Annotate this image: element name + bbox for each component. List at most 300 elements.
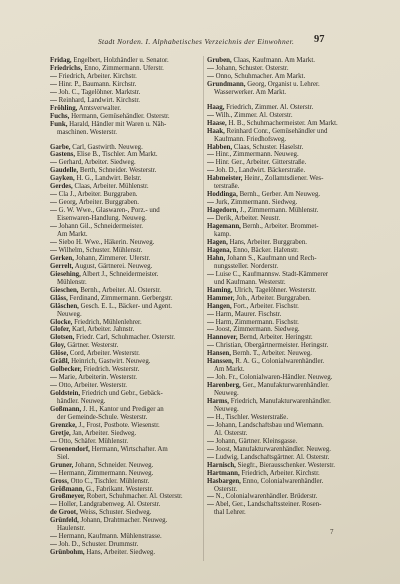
directory-entry (50, 57, 201, 65)
entry-first-line (50, 486, 201, 494)
entry-continuation-line (50, 398, 201, 406)
entry-text: Hermann, Kaufmann. Mühlenstrasse. (58, 533, 162, 541)
entry-text: Gerhard, Arbeiter. Siedweg. (58, 159, 136, 167)
entry-first-line (207, 239, 353, 247)
entry-surname: Grünfeld, (50, 517, 79, 525)
directory-entry (207, 446, 353, 454)
entry-text: Hans, Arbeiter. Siedweg. (86, 549, 156, 557)
directory-entry (50, 81, 201, 89)
entry-surname: — (207, 342, 214, 350)
directory-entry (207, 382, 353, 398)
entry-text: Mühlenstr. (57, 278, 87, 286)
directory-entry (207, 350, 353, 358)
directory-entry (50, 390, 201, 406)
entry-text: Otto, Arbeiter. Westerstr. (58, 382, 128, 390)
entry-first-line (207, 199, 353, 207)
entry-first-line (207, 398, 353, 406)
entry-surname: Gruner, (50, 461, 74, 469)
entry-text: Harm, Maurer. Fischstr. (215, 310, 282, 318)
entry-first-line (207, 191, 353, 199)
directory-entry (207, 295, 353, 303)
entry-first-line (207, 215, 353, 223)
directory-entry (207, 470, 353, 478)
margin-mark: 7 (330, 528, 334, 536)
entry-text: Joh. Fr., Colonialwaren-Händler. Neuweg. (215, 374, 333, 382)
directory-entry (50, 478, 201, 486)
entry-first-line (207, 414, 353, 422)
entry-first-line (50, 73, 201, 81)
entry-text: Enno, Zimmermann. Uferstr. (84, 64, 164, 72)
entry-text: Haulenstr. (57, 525, 86, 533)
directory-entry (207, 73, 353, 81)
directory-entry (207, 223, 353, 239)
entry-text: Engelbert, Holzhändler u. Senator. (73, 57, 169, 64)
entry-first-line (207, 342, 353, 350)
entry-first-line (207, 81, 353, 89)
directory-entry (50, 438, 201, 446)
entry-continuation-line (50, 215, 201, 223)
entry-surname: — (50, 541, 57, 549)
entry-first-line (50, 223, 201, 231)
entry-surname: — (50, 80, 57, 88)
entry-surname: — (50, 199, 57, 207)
directory-entry (207, 438, 353, 446)
entry-group (50, 144, 201, 558)
directory-entry (50, 105, 201, 113)
directory-entry (50, 350, 201, 358)
directory-entry (50, 422, 201, 430)
directory-entry (207, 454, 353, 462)
entry-text: Johann, Landschaftsbau und Wiemann. (215, 421, 324, 429)
entry-surname: — (50, 191, 57, 199)
entry-text: Hinr. P., Baumann. Kirchstr. (58, 80, 137, 88)
entry-surname: — (207, 159, 214, 167)
directory-entry (50, 159, 201, 167)
entry-text: Siegfr., Bierausschenker. Westerstr. (237, 461, 335, 469)
directory-entry (50, 151, 201, 159)
entry-text: Abel, Ger., Landschaftssteiner. Rosen- (215, 501, 322, 509)
entry-text: Bernh. T., Arbeiter. Neuweg. (232, 350, 313, 358)
entry-text: Osterstr. (214, 485, 238, 493)
directory-entry (50, 533, 201, 541)
entry-surname: Gloy, (50, 342, 66, 350)
running-title: Stadt Norden. I. Alphabetisches Verzeichnis der Einwohner. (98, 37, 295, 46)
entry-first-line (50, 549, 201, 557)
directory-entry (207, 175, 353, 191)
entry-text: Gesch. E. L., Bäcker- und Agent. (80, 302, 172, 310)
entry-first-line (207, 247, 353, 255)
entry-first-line (50, 97, 201, 105)
entry-surname: Grundmann, (207, 80, 246, 88)
entry-text: Neuweg. (214, 390, 239, 398)
entry-surname: Gläss, (50, 294, 68, 302)
entry-text: Kaufmann. Friedhofsweg. (214, 135, 287, 143)
entry-first-line (207, 207, 353, 215)
entry-first-line (207, 255, 353, 263)
directory-entry (207, 422, 353, 438)
entry-text: Heinr., Zollamtsdiener. Wes- (244, 175, 324, 183)
directory-entry (207, 239, 353, 247)
entry-first-line (50, 295, 201, 303)
entry-text: Weiss, Schuster. Siedweg. (79, 509, 152, 517)
entry-first-line (207, 350, 353, 358)
entry-first-line (207, 493, 353, 501)
directory-entry (50, 382, 201, 390)
entry-text: Gärtner. Westerstr. (67, 342, 119, 350)
entry-text: N., Colonialwarenhändler. Brüderstr. (215, 493, 318, 501)
entry-text: Claas, Kaufmann. Am Markt. (233, 57, 315, 64)
entry-first-line (207, 128, 353, 136)
directory-entry (50, 326, 201, 334)
entry-continuation-line (50, 414, 201, 422)
entry-text: Johann S., Kaufmann und Rech- (226, 254, 317, 262)
entry-surname: Haak, (207, 127, 225, 135)
entry-text: terstraße. (214, 183, 240, 191)
entry-text: Cla J., Arbeiter. Burggraben. (58, 191, 138, 199)
directory-entry (207, 215, 353, 223)
directory-entry (50, 462, 201, 470)
entry-first-line (50, 509, 201, 517)
entry-continuation-line (50, 231, 201, 239)
directory-entry (207, 112, 353, 120)
directory-entry (207, 255, 353, 271)
entry-first-line (50, 271, 201, 279)
entry-surname: — (207, 151, 214, 159)
entry-surname: Hansen, (207, 350, 231, 358)
entry-text: Friedrich, Mühlenlehrer. (74, 318, 142, 326)
entry-surname: Goßmann, (50, 405, 82, 413)
entry-text: Hermann, Wirtschafter. Am (91, 445, 168, 453)
entry-first-line (50, 199, 201, 207)
entry-first-line (207, 454, 353, 462)
entry-first-line (50, 390, 201, 398)
directory-entry (50, 271, 201, 287)
directory-entry (207, 191, 353, 199)
entry-first-line (207, 112, 353, 120)
entry-first-line (50, 470, 201, 478)
entry-surname: — (207, 437, 214, 445)
directory-entry (50, 406, 201, 422)
entry-text: Friedrich, Arbeiter. Kirchstr. (58, 72, 137, 80)
entry-surname: Groenendorf, (50, 445, 90, 453)
entry-surname: Haming, (207, 286, 233, 294)
entry-first-line (50, 342, 201, 350)
entry-text: G., Fabrikant. Westerstr. (86, 485, 154, 493)
entry-surname: — (50, 437, 57, 445)
entry-text: Otto, Schäfer. Mühlenstr. (58, 437, 129, 445)
entry-text: Friedrich. Westerstr. (83, 366, 140, 374)
entry-text: Joh. D., Landwirt. Bäckerstraße. (215, 167, 306, 175)
entry-surname: Hagena, (207, 246, 232, 254)
column-right (207, 57, 353, 517)
entry-text: Bernh., Arbeiter. Brommet- (242, 223, 319, 231)
entry-first-line (207, 334, 353, 342)
entry-text: Joost, Manufakturwarenhändler. Neuweg. (215, 445, 332, 453)
entry-continuation-line (50, 454, 201, 462)
entry-text: Cord, Arbeiter. Westerstr. (69, 350, 140, 358)
entry-text: Hinr., Zimmermann. Neuweg. (215, 151, 299, 159)
entry-first-line (50, 81, 201, 89)
entry-first-line (50, 358, 201, 366)
entry-first-line (50, 144, 201, 152)
entry-first-line (50, 493, 201, 501)
directory-entry (207, 271, 353, 287)
directory-entry (207, 128, 353, 144)
entry-surname: Gerken, (50, 254, 74, 262)
directory-entry (50, 470, 201, 478)
entry-text: Friedrich und Gebr., Gebäck- (81, 390, 163, 398)
entry-first-line (50, 159, 201, 167)
entry-surname: — (207, 310, 214, 318)
entry-text: Johann Gil., Schneidermeister. (58, 223, 144, 231)
entry-text: Heinrich, Gastwirt. Neuweg. (71, 358, 151, 366)
entry-surname: Garbe, (50, 143, 71, 151)
entry-first-line (207, 303, 353, 311)
entry-continuation-line (207, 183, 353, 191)
entry-surname: — (207, 421, 214, 429)
entry-surname: — (50, 207, 57, 215)
entry-text: Hans, Arbeiter. Burggraben. (229, 238, 307, 246)
entry-first-line (50, 191, 201, 199)
directory-entry (207, 57, 353, 65)
entry-text: Berth, Schneider. Westerstr. (79, 167, 157, 175)
directory-entry (207, 287, 353, 295)
directory-entry (50, 97, 201, 105)
directory-entry (207, 493, 353, 501)
entry-text: Otto C., Tischler. Mühlenstr. (70, 477, 150, 485)
entry-text: nungssteller. Norderstr. (214, 262, 279, 270)
entry-surname: — (50, 88, 57, 96)
entry-surname: — (207, 413, 214, 421)
entry-surname: Haag, (207, 103, 225, 111)
entry-surname: Glöse, (50, 350, 69, 358)
entry-text: Hermann, Zimmermann. Neuweg. (58, 469, 154, 477)
entry-surname: — (50, 223, 57, 231)
entry-text: J., Zimmermann. Mühlenstr. (239, 207, 319, 215)
directory-entry (50, 493, 201, 501)
entry-surname: Harnisch, (207, 461, 236, 469)
directory-entry (207, 167, 353, 175)
entry-text: Johann, Gärtner. Kleinsgasse. (215, 437, 298, 445)
entry-first-line (50, 517, 201, 525)
entry-text: Bernd, Arbeiter. Heringstr. (239, 334, 313, 342)
entry-first-line (50, 478, 201, 486)
entry-text: Joh., Arbeiter. Burggraben. (236, 294, 311, 302)
directory-entry (207, 65, 353, 73)
entry-surname: Hagedorn, (207, 207, 239, 215)
column-left (50, 57, 201, 557)
entry-surname: Gläschen, (50, 302, 79, 310)
directory-entry (207, 199, 353, 207)
directory-entry (50, 73, 201, 81)
page-header (0, 34, 400, 48)
entry-continuation-line (207, 486, 353, 494)
entry-surname: Größmann, (50, 485, 85, 493)
entry-continuation-line (207, 279, 353, 287)
entry-continuation-line (207, 231, 353, 239)
entry-text: Carl, Gastwirth. Neuweg. (72, 143, 143, 151)
directory-entry (207, 342, 353, 350)
entry-text: Albert J., Schneidermeister. (82, 270, 159, 278)
directory-entry (207, 501, 353, 517)
entry-surname: — (207, 445, 214, 453)
entry-text: Reinhard, Landwirt. Kirchstr. (58, 96, 140, 104)
directory-entry (50, 183, 201, 191)
entry-text: Wilh., Zimmer. Al. Osterstr. (215, 111, 293, 119)
entry-surname: Glocke, (50, 318, 73, 326)
directory-entry (50, 342, 201, 350)
entry-text: Siebo H. Wwe., Häkerin. Neuweg. (58, 238, 155, 246)
entry-surname: Hagemann, (207, 223, 241, 231)
entry-text: Am Markt. (57, 231, 88, 239)
entry-continuation-line (207, 509, 353, 517)
entry-surname: Hasbargen, (207, 477, 241, 485)
directory-entry (50, 374, 201, 382)
entry-first-line (50, 366, 201, 374)
directory-entry (50, 207, 201, 223)
entry-first-line (50, 121, 201, 129)
entry-text: Harm, Zimmermann. Fischstr. (215, 318, 299, 326)
directory-entry (50, 358, 201, 366)
entry-first-line (50, 422, 201, 430)
entry-surname: Hartmann, (207, 469, 240, 477)
entry-surname: Glofer, (50, 326, 71, 334)
entry-text: Holler, Landgrabenweg. Al. Osterstr. (58, 501, 161, 509)
directory-entry (50, 319, 201, 327)
directory-entry (207, 151, 353, 159)
directory-entry (207, 207, 353, 215)
entry-surname: — (207, 199, 214, 207)
entry-continuation-line (207, 406, 353, 414)
entry-text: Siel. (57, 453, 70, 461)
entry-surname: — (207, 501, 214, 509)
entry-text: maschinen. Westerstr. (57, 128, 117, 136)
entry-text: Al. Osterstr. (214, 429, 248, 437)
entry-text: Elise B., Tischler. Am Markt. (76, 151, 158, 159)
entry-first-line (207, 287, 353, 295)
directory-entry (207, 326, 353, 334)
entry-surname: Hagen, (207, 238, 228, 246)
entry-continuation-line (50, 279, 201, 287)
entry-first-line (207, 382, 353, 390)
entry-continuation-line (207, 390, 353, 398)
entry-first-line (207, 295, 353, 303)
entry-text: Johann, Drahtmacher. Neuweg. (80, 517, 168, 525)
entry-text: Joh. D., Schuster. Drummstr. (58, 541, 139, 549)
entry-first-line (207, 446, 353, 454)
directory-entry (50, 239, 201, 247)
directory-entry (50, 191, 201, 199)
entry-text: Claas, Schuster. Haselstr. (233, 143, 304, 151)
entry-surname: — (207, 72, 214, 80)
entry-surname: Großmeyer, (50, 493, 86, 501)
entry-surname: Giesehing, (50, 270, 81, 278)
entry-first-line (207, 151, 353, 159)
entry-first-line (207, 120, 353, 128)
entry-text: Joost, Zimmermann. Siedweg. (215, 326, 300, 334)
directory-entry (207, 104, 353, 112)
entry-first-line (207, 223, 353, 231)
directory-entry (50, 541, 201, 549)
entry-surname: Gretje, (50, 429, 71, 437)
page-number: 97 (314, 34, 325, 45)
entry-text: Ger., Manufakturwarenhändler. (242, 382, 329, 390)
entry-surname: — (50, 238, 57, 246)
entry-text: Enno, Colonialwarenhändler. (242, 477, 324, 485)
directory-entry (207, 144, 353, 152)
entry-first-line (50, 175, 201, 183)
directory-entry (207, 311, 353, 319)
directory-entry (207, 462, 353, 470)
entry-first-line (50, 57, 201, 65)
directory-entry (50, 89, 201, 97)
entry-first-line (50, 438, 201, 446)
entry-surname: — (50, 469, 57, 477)
entry-surname: Funk, (50, 120, 68, 128)
entry-text: thal Lehrer. (214, 509, 246, 517)
entry-surname: de Groot, (50, 509, 78, 517)
entry-surname: Fridag, (50, 57, 72, 64)
entry-first-line (207, 470, 353, 478)
directory-entry (50, 295, 201, 303)
directory-entry (50, 175, 201, 183)
directory-entry (50, 121, 201, 137)
entry-group (207, 104, 353, 518)
entry-first-line (207, 104, 353, 112)
directory-entry (207, 414, 353, 422)
directory-entry (207, 334, 353, 342)
entry-first-line (50, 462, 201, 470)
entry-surname: — (207, 64, 214, 72)
entry-surname: Gerrelt, (50, 262, 74, 270)
entry-text: H. B., Schuhmachermeister. Am Markt. (228, 119, 338, 127)
entry-text: Friedrich, Arbeiter. Kirchstr. (241, 469, 320, 477)
directory-entry (207, 159, 353, 167)
entry-first-line (50, 239, 201, 247)
entry-text: Harald, Händler mit Waren u. Näh- (69, 120, 167, 128)
entry-text: Jurk, Zimmermann. Siedweg. (215, 199, 298, 207)
entry-text: Claas, Arbeiter. Mühlenstr. (74, 183, 149, 191)
directory-entry (207, 247, 353, 255)
directory-entry (50, 144, 201, 152)
entry-text: G. W. Wwe., Glaswaren-, Porz.- und (58, 207, 160, 215)
entry-text: R. A. G., Colonialwarenhändler. (235, 358, 325, 366)
entry-text: Johann, Schneider. Neuweg. (75, 461, 154, 469)
entry-text: Ludwig, Landschaftsgärtner. Al. Osterstr. (215, 453, 330, 461)
entry-first-line (50, 105, 201, 113)
entry-surname: — (50, 501, 57, 509)
entry-text: Onno, Schuhmacher. Am Markt. (215, 72, 306, 80)
entry-text: J., Frost, Postbote. Wiesenstr. (78, 421, 160, 429)
entry-continuation-line (207, 89, 353, 97)
entry-text: Johann, Schuster. Osterstr. (215, 64, 289, 72)
entry-first-line (207, 65, 353, 73)
entry-surname: — (207, 215, 214, 223)
entry-surname: Gross, (50, 477, 69, 485)
directory-entry (50, 199, 201, 207)
entry-surname: — (50, 382, 57, 390)
entry-surname: — (207, 270, 214, 278)
entry-text: Ferdinand, Zimmermann. Gerbergstr. (69, 294, 173, 302)
directory-entry (50, 65, 201, 73)
entry-text: Neuweg. (57, 310, 82, 318)
entry-first-line (207, 73, 353, 81)
entry-first-line (50, 350, 201, 358)
entry-first-line (207, 374, 353, 382)
entry-surname: Golbecker, (50, 366, 82, 374)
entry-first-line (207, 438, 353, 446)
entry-first-line (50, 65, 201, 73)
